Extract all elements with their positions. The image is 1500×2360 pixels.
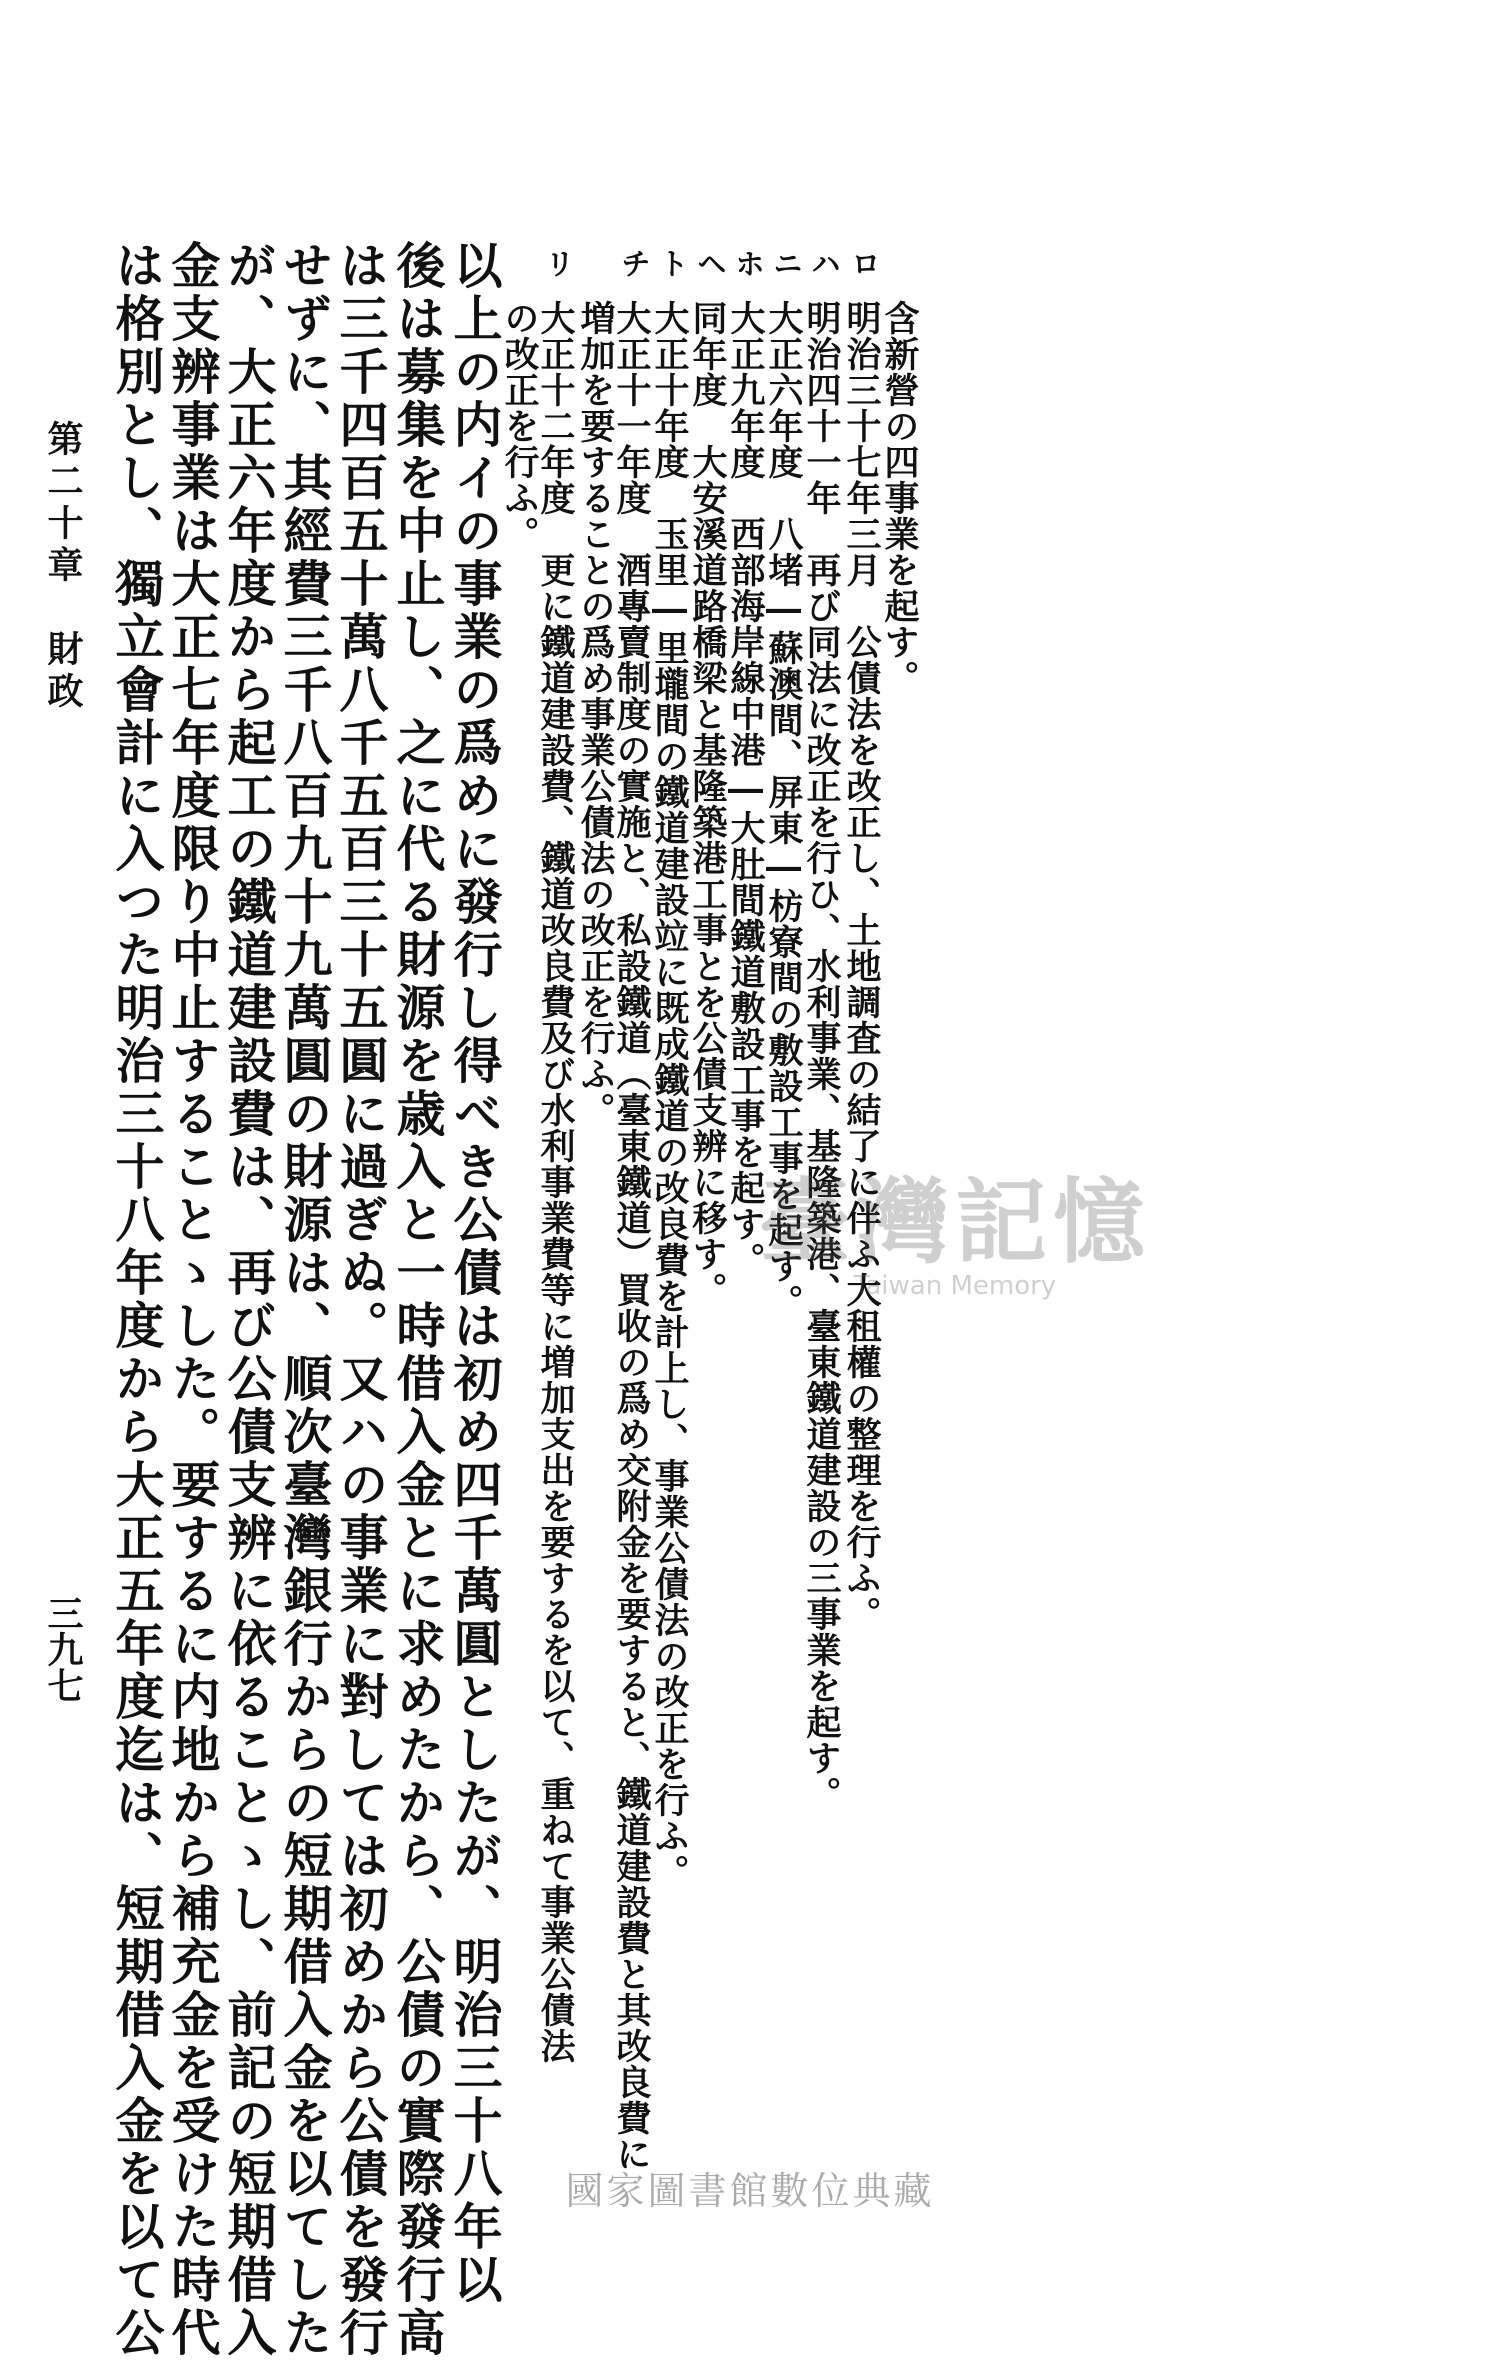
list-item-chi: 大正十一年度 酒專賣制度の實施と、私設鐵道（臺東鐵道）買收の爲め交附金を要すると、鐵道建設費と其改良費に	[611, 300, 652, 2172]
list-marker-ho: ホ	[729, 248, 764, 278]
list-item-ri: 大正十二年度 更に鐵道建設費、鐵道改良費及び水利事業費等に増加支出を要するを以て、重ねて事業公債法	[535, 300, 576, 2064]
list-item-to: 大正十年度 玉里―里壠間の鐵道建設竝に既成鐵道の改良費を計上し、事業公債法の改正を行ふ。	[649, 300, 690, 1890]
paragraph-line: 金支辨事業は大正七年度限り中止することゝした。要するに内地から補充金を受けた時代	[164, 240, 222, 2360]
watermark-logo	[735, 1150, 1175, 1300]
watermark-sub-text: Taiwan Memory	[853, 1271, 1057, 1301]
paragraph-line: 以上の内イの事業の爲めに發行し得べき公債は初め四千萬圓としたが、明治三十八年以	[446, 240, 504, 2307]
watermark-main-text: 臺灣記憶	[758, 1169, 1151, 1276]
list-marker-ha: ハ	[805, 248, 840, 278]
list-marker-to: ト	[653, 248, 688, 278]
list-marker-ni: ニ	[767, 248, 802, 278]
list-item-ho: 大正九年度 西部海岸線中港―大肚間鐵道敷設工事を起す。	[725, 300, 766, 1278]
list-marker-ri: リ	[539, 248, 574, 278]
list-marker-he: ヘ	[691, 248, 726, 278]
list-item-ni: 大正六年度 八堵―蘇澳間、屏東―枋寮間の敷設工事を起す。	[763, 300, 804, 1320]
list-item-ro: 明治三十七年三月 公債法を改正し、土地調査の結了に伴ふ大租權の整理を行ふ。	[841, 300, 882, 1632]
chapter-title: 第二十章 財政	[42, 420, 84, 714]
paragraph-line: は格別とし、獨立會計に入つた明治三十八年度から大正五年度迄は、短期借入金を以て公	[108, 240, 166, 2360]
list-item-he: 同年度 大安溪道路橋梁と基隆築港工事とを公債支辨に移す。	[687, 300, 728, 1308]
list-marker-ro: ロ	[845, 248, 880, 278]
list-intro: 含新營の四事業を起す。	[879, 300, 920, 696]
list-item-ri-continuation: の改正を行ふ。	[499, 300, 540, 552]
list-marker-chi: チ	[615, 248, 650, 278]
library-stamp: 國家圖書館數位典藏	[565, 2169, 935, 2213]
paragraph-line: せずに、其經費三千八百九十九萬圓の財源は、順次臺灣銀行からの短期借入金を以てした	[276, 240, 334, 2360]
paragraph-line: が、大正六年度から起工の鐵道建設費は、再び公債支辨に依ることゝし、前記の短期借入	[220, 240, 278, 2360]
paragraph-line: は三千四百五十萬八千五百三十五圓に過ぎぬ。又ハの事業に對しては初めから公債を發行	[332, 240, 390, 2360]
list-item-chi-continuation: 増加を要することの爲め事業公債法の改正を行ふ。	[575, 300, 616, 1128]
list-item-ha: 明治四十一年 再び同法に改正を行ひ、水利事業、基隆築港、臺東鐵道建設の三事業を起す。	[801, 300, 842, 1812]
page-number: 三九七	[42, 1595, 84, 1703]
paragraph-line: 後は募集を中止し、之に代る財源を歳入と一時借入金とに求めたから、公債の實際發行高	[389, 240, 447, 2360]
